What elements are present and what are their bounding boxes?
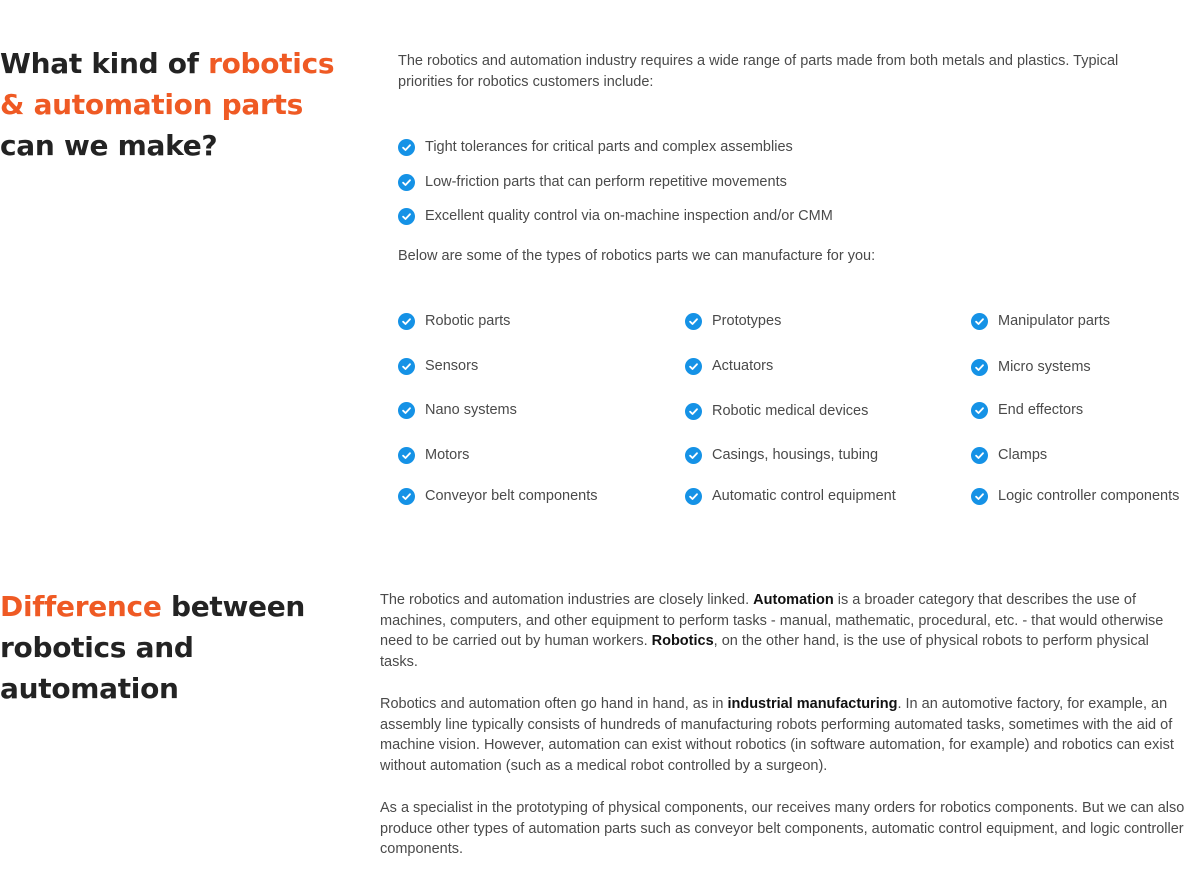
check-circle-icon [685,488,702,505]
list-item [685,356,773,376]
list-item-label: Automatic control equipment [712,488,896,504]
check-circle-icon [398,313,415,330]
list-item-label: Low-friction parts that can perform repetitive movements [425,174,787,190]
list-item [971,486,1179,506]
list-item-label: Nano systems [425,402,517,418]
check-circle-icon [398,447,415,464]
list-item [398,486,598,506]
list-item [971,357,1091,377]
list-item-label: End effectors [998,402,1084,418]
heading-text-pre: What kind of [0,47,209,80]
list-item [971,400,1083,420]
list-item [971,445,1047,465]
list-item-label: Motors [425,447,470,463]
list-item-label: Casings, housings, tubing [712,447,879,463]
list-item [398,445,469,465]
section-heading-difference [0,586,340,709]
list-item-label: Clamps [998,447,1048,463]
check-circle-icon [971,313,988,330]
list-item-label: Conveyor belt components [425,488,598,504]
check-circle-icon [971,402,988,419]
list-item [685,486,896,506]
check-circle-icon [685,447,702,464]
heading-accent-text: Difference [0,590,162,623]
check-circle-icon [398,488,415,505]
check-circle-icon [685,358,702,375]
difference-paragraph-3: As a specialist in the prototyping of physical components, our receives many orders for robotics components. But we can also produce other types of automation parts such as conveyor belt components, automatic control equipment, and logic controller components. [380,800,1185,857]
list-item-label: Excellent quality control via on-machine inspection and/or CMM [425,208,833,224]
bold-term-robotics: Robotics [651,633,714,649]
list-item-label: Actuators [712,358,774,374]
list-item-label: Robotic parts [425,313,511,329]
intro-paragraph: The robotics and automation industry requires a wide range of parts made from both metals and plastics. Typical priorities for robotics customers include: [398,53,1119,90]
check-circle-icon [398,208,415,225]
list-item [398,400,517,420]
check-circle-icon [685,313,702,330]
difference-paragraph-1 [380,590,1190,672]
heading-text-post: can we make? [0,129,218,162]
heading-text-post: between robotics and automation [0,590,306,705]
check-circle-icon [398,139,415,156]
difference-paragraph-2 [380,694,1190,776]
paragraph-text: The robotics and automation industries are closely linked. [380,592,754,608]
bold-term-automation: Automation [753,592,834,608]
list-item-label: Tight tolerances for critical parts and complex assemblies [425,139,793,155]
list-item [398,206,833,226]
check-circle-icon [398,358,415,375]
list-item [971,311,1110,331]
list-item [398,172,787,192]
list-item-label: Micro systems [998,359,1091,375]
check-circle-icon [685,403,702,420]
paragraph-text: Robotics and automation often go hand in hand, as in [380,696,728,712]
heading-accent-text: robotics & automation parts [0,47,335,121]
bold-term-industrial-manufacturing: industrial manufacturing [727,696,898,712]
list-item [398,311,510,331]
list-item [685,401,868,421]
list-item-label: Manipulator parts [998,313,1111,329]
list-item [398,137,793,157]
list-item [685,445,878,465]
paragraph-text: . In an automotive factory, for example, an assembly line typically consists of hundreds of manufacturing robots performing automated tasks, sometimes with the aid of machine vision. However, automation can exist without robotics (in software automation, for example) and robotics can exist without automation (such as a medical robot controlled by a surgeon). [380,696,1174,774]
list-item [685,311,781,331]
check-circle-icon [398,402,415,419]
list-item-label: Logic controller components [998,488,1180,504]
list-item-label: Prototypes [712,313,782,329]
check-circle-icon [398,174,415,191]
check-circle-icon [971,488,988,505]
list-item-label: Robotic medical devices [712,403,869,419]
check-circle-icon [971,359,988,376]
paragraph-text: is a broader category that describes the use of machines, computers, and other equipment to perform tasks - manual, mathematic, procedural, etc. - that would otherwise need to be carried out by human workers. [380,592,1164,649]
paragraph-text: , on the other hand, is the use of physical robots to perform physical tasks. [380,633,1149,670]
parts-intro-paragraph: Below are some of the types of robotics parts we can manufacture for you: [398,248,876,264]
list-item-label: Sensors [425,358,479,374]
section-heading-parts [0,43,340,166]
check-circle-icon [971,447,988,464]
list-item [398,356,478,376]
